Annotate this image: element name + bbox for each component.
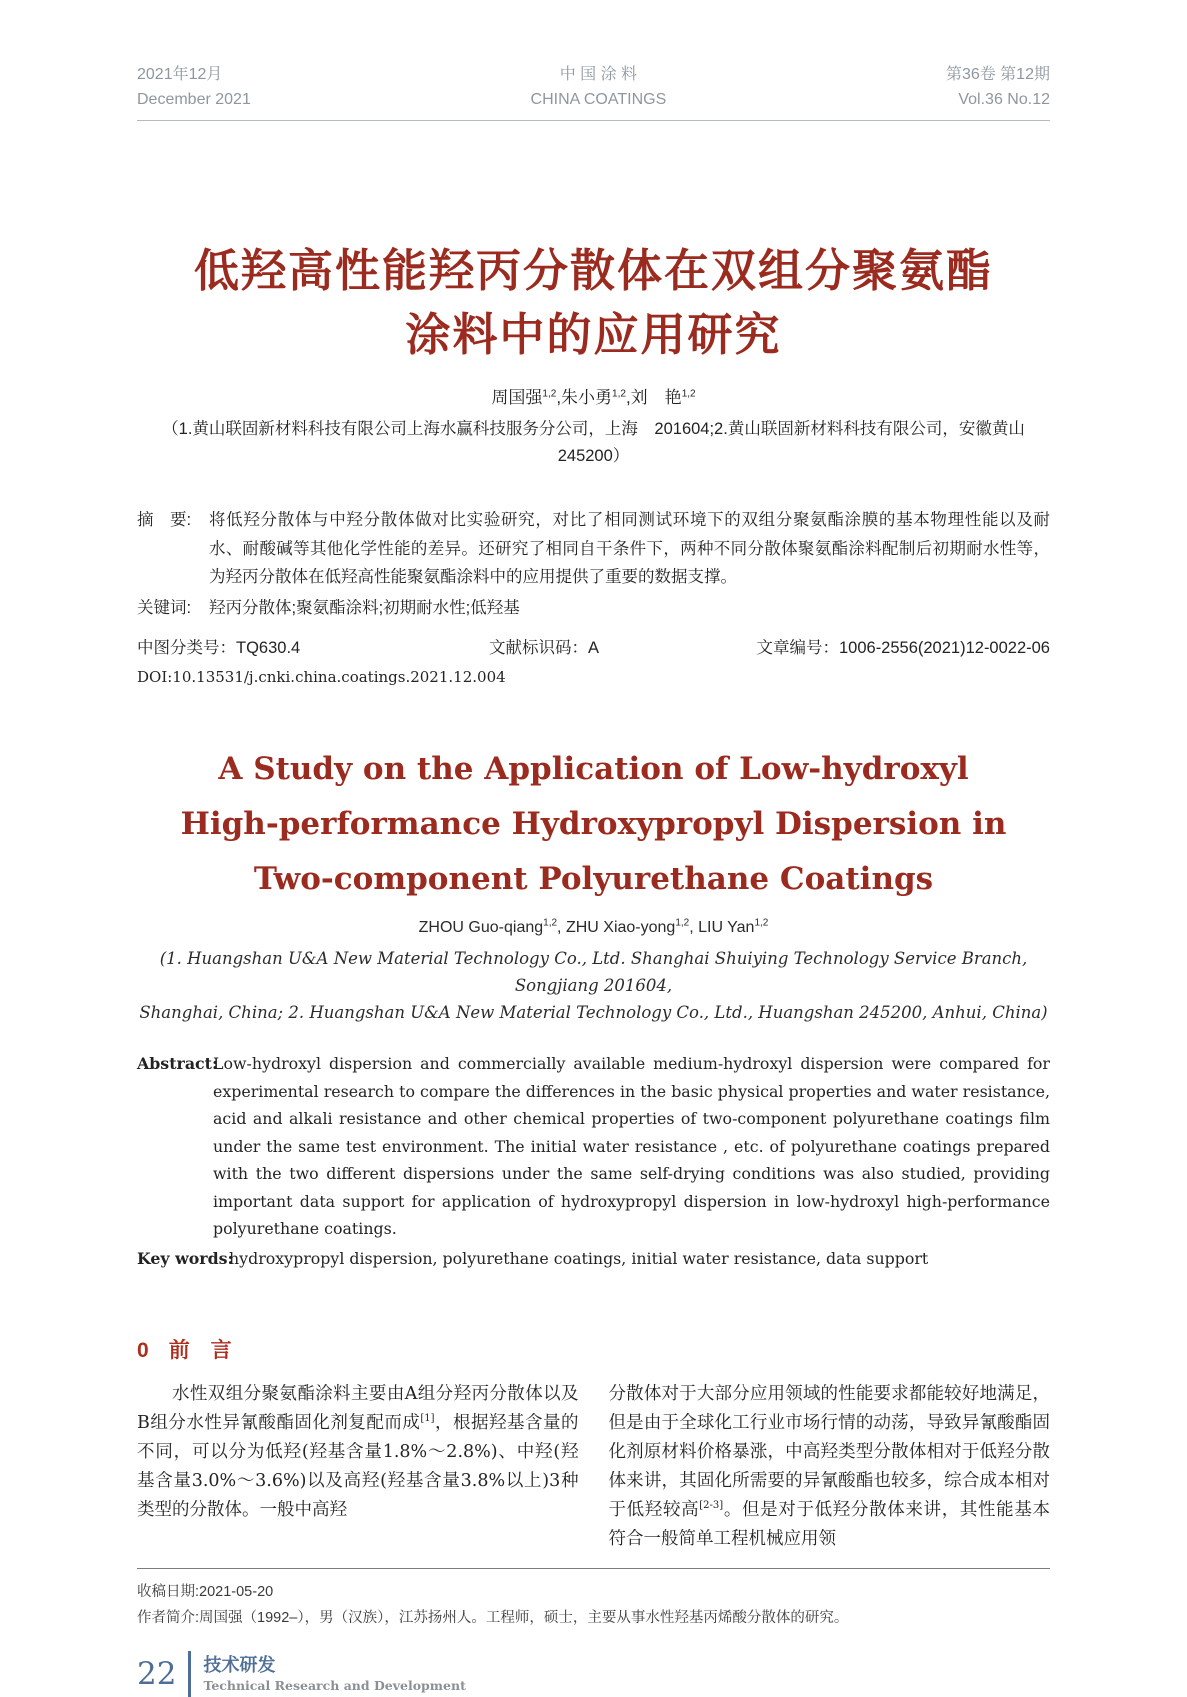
- meta-clc: 中图分类号：TQ630.4: [137, 639, 301, 657]
- section-heading-foreword: [137, 1334, 1050, 1364]
- title-en-line3: Two-component Polyurethane Coatings: [253, 861, 934, 897]
- meta-row: [137, 634, 1050, 658]
- abstract-cn: [137, 506, 1050, 592]
- header-issue-cn: 第36卷 第12期: [945, 66, 1050, 83]
- footer-section-cn: 技术研发: [203, 1655, 276, 1675]
- page-footer: [137, 1651, 1050, 1697]
- article-title-en: [137, 742, 1050, 907]
- abstract-cn-label: 摘 要:: [137, 511, 192, 529]
- affiliation-cn-line1: （1.黄山联固新材料科技有限公司上海水赢科技服务分公司，上海 201604;2.黄山联固新材料科技有限公司，安徽黄山: [162, 420, 1025, 438]
- affiliation-en-line2: Shanghai, China; 2. Huangshan U&A New Material Technology Co., Ltd., Huangshan 245200, Anhui, China): [139, 1003, 1048, 1022]
- abstract-en-label: Abstract:: [137, 1054, 218, 1073]
- section-title: 前 言: [168, 1339, 232, 1362]
- title-cn-line1: 低羟高性能羟丙分散体在双组分聚氨酯: [193, 245, 993, 296]
- header-issue-en: Vol.36 No.12: [958, 91, 1050, 108]
- keywords-en-text: hydroxypropyl dispersion, polyurethane coatings, initial water resistance, data support: [229, 1248, 929, 1268]
- keywords-cn-text: 羟丙分散体;聚氨酯涂料;初期耐水性;低羟基: [209, 598, 520, 617]
- section-number: 0: [137, 1339, 149, 1362]
- abstract-en-text: Low-hydroxyl dispersion and commercially available medium-hydroxyl dispersion were compared for experimental research to compare the differences in the basic physical properties and water resistance, acid and alkali resistance and other chemical properties of two-component polyurethane coatings film under the same test environment. The initial water resistance , etc. of polyurethane coatings prepared with the two different dispersions under the same self-drying conditions was also studied, providing important data support for application of hydroxypropyl dispersion in low-hydroxyl high-performance polyurethane coatings.: [213, 1054, 1050, 1238]
- authors-cn: 周国强$^{1,2}$,朱小勇$^{1,2}$,刘 艳$^{1,2}$: [491, 388, 696, 407]
- keywords-en: [137, 1245, 1050, 1273]
- affiliation-cn: [137, 416, 1050, 470]
- footer-section-en: Technical Research and Development: [203, 1678, 466, 1693]
- footnote: [137, 1568, 1050, 1631]
- footnote-received-date: 收稿日期:2021-05-20: [137, 1584, 274, 1600]
- meta-article-id: 文章编号：1006-2556(2021)12-0022-06: [756, 639, 1050, 657]
- footer-divider-bar: [188, 1651, 191, 1697]
- affiliation-en-line1: (1. Huangshan U&A New Material Technology Co., Ltd. Shanghai Shuiying Technology Service Branch, Songjiang 201604,: [159, 949, 1028, 995]
- header-date-cn: 2021年12月: [137, 66, 223, 83]
- journal-header: [137, 0, 1050, 121]
- header-journal-cn: 中 国 涂 料: [559, 66, 638, 83]
- body-column-left: [137, 1380, 579, 1554]
- title-en-line1: A Study on the Application of Low-hydroxyl: [218, 751, 969, 787]
- article-title-cn: [137, 239, 1050, 367]
- title-en-line2: High-performance Hydroxypropyl Dispersion in: [180, 806, 1007, 842]
- affiliation-en: [137, 945, 1050, 1026]
- header-issue: [946, 62, 1050, 112]
- doi: DOI:10.13531/j.cnki.china.coatings.2021.12.004: [137, 668, 506, 686]
- keywords-cn: [137, 594, 1050, 623]
- header-journal-name: [531, 62, 667, 112]
- header-date-en: December 2021: [137, 91, 251, 108]
- title-cn-line2: 涂料中的应用研究: [405, 309, 782, 360]
- meta-doc-code: 文献标识码：A: [489, 639, 600, 657]
- body-paragraph-right: 分散体对于大部分应用领域的性能要求都能较好地满足，但是由于全球化工行业市场行情的动荡，导致异氰酸酯固化剂原材料价格暴涨，中高羟类型分散体相对于低羟分散体来讲，其固化所需要的异氰酸酯也较多，综合成本相对于低羟较高[2-3]。但是对于低羟分散体来讲，其性能基本符合一般简单工程机械应用领: [608, 1384, 1050, 1549]
- body-columns: [137, 1380, 1050, 1554]
- affiliation-cn-line2: 245200）: [557, 447, 630, 465]
- keywords-en-label: Key words:: [137, 1248, 234, 1268]
- body-paragraph-left: 水性双组分聚氨酯涂料主要由A组分羟丙分散体以及B组分水性异氰酸酯固化剂复配而成[1]，根据羟基含量的不同，可以分为低羟(羟基含量1.8%～2.8%)、中羟(羟基含量3.0%～3.6%)以及高羟(羟基含量3.8%以上)3种类型的分散体。一般中高羟: [137, 1384, 579, 1520]
- header-journal-en: CHINA COATINGS: [530, 91, 667, 108]
- body-column-right: [609, 1380, 1051, 1554]
- page-number: 22: [137, 1656, 177, 1692]
- footer-section-labels: [203, 1653, 465, 1695]
- header-date: [137, 62, 251, 112]
- authors-en: ZHOU Guo-qiang$^{1,2}$, ZHU Xiao-yong$^{1,2}$, LIU Yan$^{1,2}$: [418, 917, 769, 936]
- abstract-en: [137, 1050, 1050, 1243]
- abstract-cn-text: 将低羟分散体与中羟分散体做对比实验研究，对比了相同测试环境下的双组分聚氨酯涂膜的基本物理性能以及耐水、耐酸碱等其他化学性能的差异。还研究了相同自干条件下，两种不同分散体聚氨酯涂料配制后初期耐水性等，为羟丙分散体在低羟高性能聚氨酯涂料中的应用提供了重要的数据支撑。: [209, 511, 1050, 586]
- keywords-cn-label: 关键词:: [137, 598, 192, 617]
- footnote-author-bio: 作者简介:周国强（1992–），男（汉族），江苏扬州人。工程师，硕士，主要从事水性羟基丙烯酸分散体的研究。: [137, 1610, 849, 1626]
